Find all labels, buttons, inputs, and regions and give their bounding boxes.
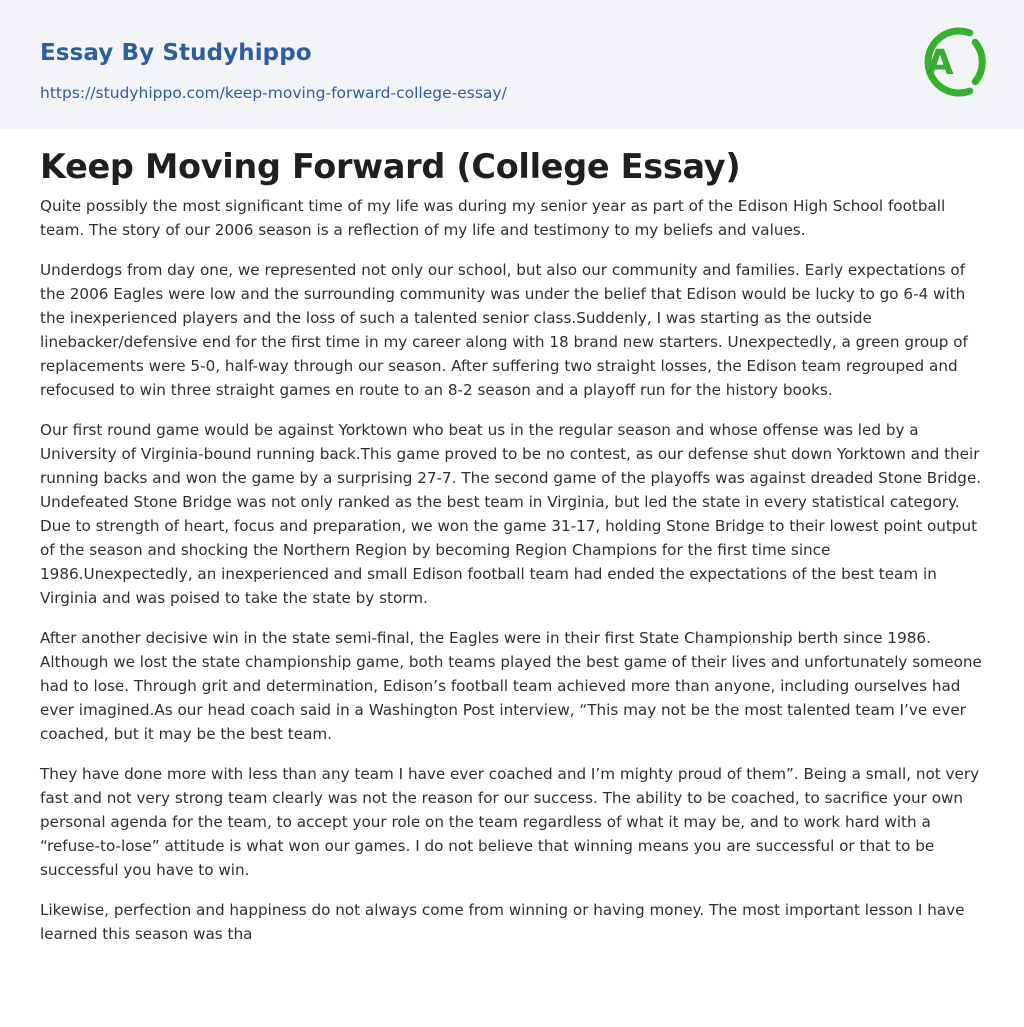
essay-paragraph: They have done more with less than any team I have ever coached and I’m mighty proud of them”. Being a small, not very fast and not very strong team clearly was not the reason for our success. The ability to be coached, to sacrifice your own personal agenda for the team, to accept your role on the team regardless of what it may be, and to work hard with a “refuse-to-lose” attitude is what won our games. I do not believe that winning means you are successful or that to be successful you have to win. [40, 765, 980, 879]
essay-paragraph: Likewise, perfection and happiness do not always come from winning or having money. The most important lesson I have learned this season was tha [40, 901, 965, 943]
essay-paragraph: Quite possibly the most significant time of my life was during my senior year as part of the Edison High School football team. The story of our 2006 season is a reflection of my life and testimony to my beliefs and values. [40, 197, 946, 239]
site-header [0, 0, 1024, 129]
essay-paragraph: Underdogs from day one, we represented not only our school, but also our community and families. Early expectations of the 2006 Eagles were low and the surrounding community was under the belief that Edison would be lucky to go 6-4 with the inexperienced players and the loss of such a talented senior class.Suddenly, I was starting as the outside linebacker/defensive end for the first time in my career along with 18 brand new starters. Unexpectedly, a green group of replacements were 5-0, half-way through our season. After suffering two straight losses, the Edison team regrouped and refocused to win three straight games en route to an 8-2 season and a playoff run for the history books. [40, 261, 968, 399]
essay-paragraph: After another decisive win in the state semi-final, the Eagles were in their first State Championship berth since 1986. Although we lost the state championship game, both teams played the best game of their lives and unfortunately someone had to lose. Through grit and determination, Edison’s football team achieved more than anyone, including ourselves had ever imagined.As our head coach said in a Washington Post interview, “This may not be the most talented team I’ve ever coached, but it may be the best team. [40, 629, 982, 743]
logo-letter: A [926, 43, 954, 83]
essay-paragraph: Our first round game would be against Yorktown who beat us in the regular season and whose offense was led by a University of Virginia-bound running back.This game proved to be no contest, as our defense shut down Yorktown and their running backs and won the game by a surprising 27-7. The second game of the playoffs was against dreaded Stone Bridge. Undefeated Stone Bridge was not only ranked as the best team in Virginia, but led the state in every statistical category. Due to strength of heart, focus and preparation, we won the game 31-17, holding Stone Bridge to their lowest point output of the season and shocking the Northern Region by becoming Region Champions for the first time since 1986.Unexpectedly, an inexperienced and small Edison football team had ended the expectations of the best team in Virginia and was poised to take the state by storm. [40, 421, 982, 607]
article [0, 129, 1024, 946]
studyhippo-logo-icon[interactable] [912, 19, 986, 105]
site-brand[interactable]: Essay By Studyhippo [40, 40, 312, 66]
essay-url-link[interactable]: https://studyhippo.com/keep-moving-forward-college-essay/ [40, 84, 507, 102]
essay-title: Keep Moving Forward (College Essay) [40, 147, 741, 186]
